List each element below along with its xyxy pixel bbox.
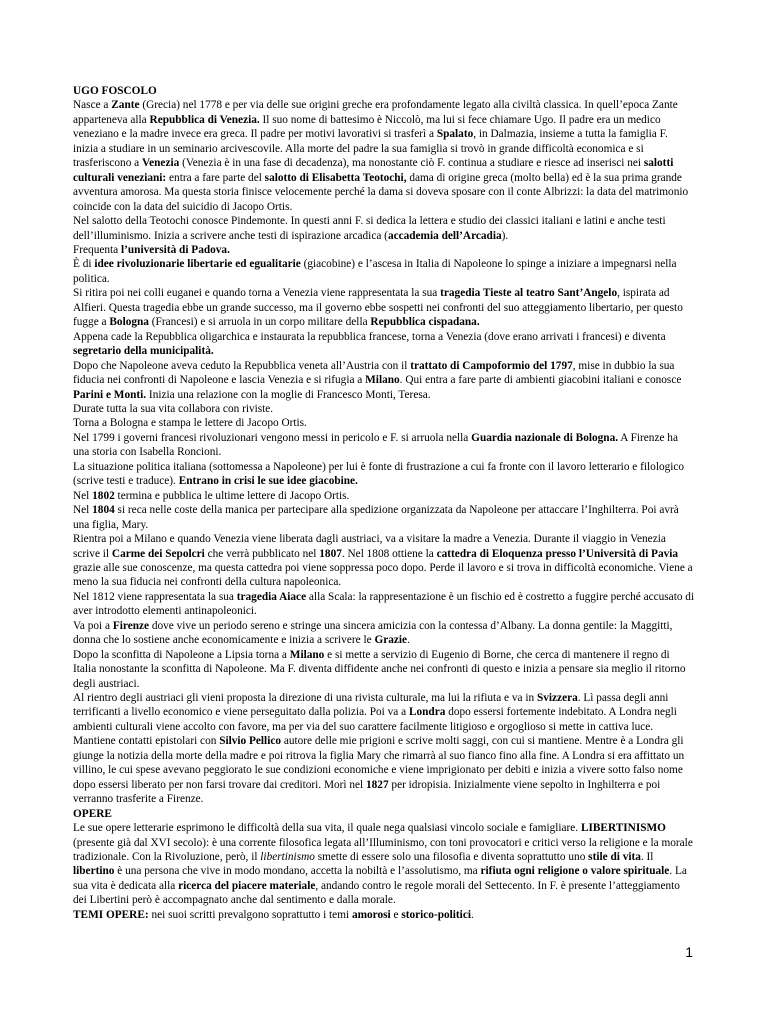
text-run: che verrà pubblicato nel <box>204 547 320 560</box>
paragraph-list <box>73 98 695 922</box>
bold-text: segretario della municipalità. <box>73 345 214 358</box>
text-run: Nel 1812 viene rappresentata la sua <box>73 590 237 603</box>
text-run: Nel salotto della Teotochi conosce Pindemonte. In questi anni F. si dedica la lettera e studio dei classici italiani e latini e anche testi dell’illuminismo. Inizia a scrivere anche testi di ispirazione arcadica ( <box>73 215 666 242</box>
bold-text: 1802 <box>92 489 115 502</box>
text-run: , in Dalmazia, insieme a tutta la famiglia F. inizia a studiare in un seminario arcivescovile. Alla morte del padre la sua famiglia si trovò in grande difficoltà economica e si trasferiscono a <box>73 128 668 170</box>
paragraph <box>73 460 695 489</box>
paragraph <box>73 214 695 243</box>
text-run: Nel <box>73 489 93 502</box>
bold-text: 1807 <box>319 547 342 560</box>
bold-text: Bologna <box>109 316 149 329</box>
bold-text: libertino <box>73 865 115 878</box>
text-run: (Venezia è in una fase di decadenza), ma nonostante ciò F. continua a studiare e riesce ad inserisci nei <box>179 157 644 170</box>
paragraph <box>73 648 695 691</box>
text-run: dove vive un periodo sereno e stringe una sincera amicizia con la contessa d’Albany. La donna gentile: la Maggitti, donna che lo sostiene anche economicamente e inizia a scrivere le <box>73 619 673 647</box>
bold-text: Repubblica cispadana. <box>370 316 480 329</box>
paragraph <box>73 489 695 503</box>
bold-text: salotto di Elisabetta Teotochi, <box>264 171 407 184</box>
text-run: , andando contro le regole morali del Settecento. In F. è presente l’atteggiamento dei Libertini però è accompagnato anche dal sentimento e dalla morale. <box>73 879 680 907</box>
paragraph <box>73 532 695 590</box>
paragraph <box>73 98 695 214</box>
text-run: . <box>470 908 474 921</box>
text-run: (presente già dal XVI secolo): è una corrente filosofica legata all’Illuminismo, con toni provocatori e critici verso la religione e la morale tradizionale. Con la Rivoluzione, però, il <box>73 836 693 864</box>
text-run: , ispirata ad Alfieri. Questa tragedia ebbe un grande successo, ma il governo ebbe sospetti nei confronti del suo atteggiamento libertario, per questo fugge a <box>73 287 683 329</box>
bold-text: stile di vita <box>588 851 641 864</box>
italic-text: libertinismo <box>260 851 315 864</box>
bold-text: tragedia Tieste al teatro Sant’Angelo <box>440 287 618 300</box>
text-run: . <box>407 634 410 647</box>
text-run: (Grecia) nel 1778 e per via delle sue origini greche era profondamente legato alla civiltà classica. In quell’epoca Zante apparteneva alla <box>73 99 678 126</box>
text-run: dama di origine greca (molto bella) ed è la sua prima grande avventura amorosa. Ma questa storia finisce velocemente perché la dama si doveva sposare con il conte Albrizzi: la data del matrimonio coincide con la data del suicidio di Jacopo Ortis. <box>73 171 689 213</box>
text-run: termina e pubblica le ultime lettere di Jacopo Ortis. <box>114 489 350 502</box>
bold-text: cattedra di Eloquenza presso l’Università di Pavia <box>436 547 679 560</box>
text-run: Torna a Bologna e stampa le lettere di Jacopo Ortis. <box>73 417 307 430</box>
text-run: La situazione politica italiana (sottomessa a Napoleone) per lui è fonte di frustrazione a cui fa fronte con il lavoro letterario e filologico (scrive testi e traduce). <box>73 460 685 488</box>
text-run: e <box>390 908 402 921</box>
bold-text: Carme dei Sepolcri <box>111 547 205 560</box>
text-run: smette di essere solo una filosofia e diventa soprattutto uno <box>314 851 589 864</box>
bold-text: idee rivoluzionarie libertarie ed egualitarie <box>94 258 301 271</box>
text-run: Si ritira poi nei colli euganei e quando torna a Venezia viene rappresentata la sua <box>73 287 441 300</box>
paragraph <box>73 807 695 821</box>
bold-text: Spalato <box>436 128 474 141</box>
text-run: Il suo nome di battesimo è Niccolò, ma lui si fece chiamare Ugo. Il padre era un medico veneziano e la madre invece era greca. Il padre per motivi lavorativi si trasferì a <box>73 113 661 141</box>
text-run: Nel <box>73 504 93 517</box>
text-run: Nasce a <box>73 99 112 112</box>
page-number: 1 <box>685 944 693 960</box>
text-run: Rientra poi a Milano e quando Venezia viene liberata dagli austriaci, va a visitare la madre a Venezia. Durante il viaggio in Venezia scrive il <box>73 533 666 560</box>
paragraph <box>73 691 695 807</box>
paragraph <box>73 257 695 286</box>
paragraph <box>73 286 695 329</box>
bold-text: l’università di Padova. <box>121 243 230 256</box>
text-run: . Qui entra a fare parte di ambienti giacobini italiani e conosce <box>399 374 682 387</box>
bold-text: storico-politici <box>401 908 471 921</box>
bold-text: tragedia Aiace <box>236 590 307 603</box>
text-run: grazie alle sue conoscenze, ma questa cattedra poi viene soppressa poco dopo. Perde il lavoro e si trova in difficoltà economiche. Viene a meno la sua fiducia nei confronti della cultura napoleonica. <box>73 561 693 589</box>
bold-text: amorosi <box>351 908 391 921</box>
document-title: UGO FOSCOLO <box>73 85 157 97</box>
bold-text: 1804 <box>92 504 115 517</box>
text-run: Dopo che Napoleone aveva ceduto la Repubblica veneta all’Austria con il <box>73 359 411 372</box>
paragraph <box>73 908 695 922</box>
paragraph <box>73 503 695 532</box>
text-run: ). <box>501 229 509 242</box>
text-run: Le sue opere letterarie esprimono le difficoltà della sua vita, il quale nega qualsiasi vincolo sociale e famigliare. <box>73 822 581 835</box>
paragraph <box>73 243 695 257</box>
text-run: Durate tutta la sua vita collabora con riviste. <box>73 402 274 415</box>
bold-text: Silvio Pellico <box>219 735 282 748</box>
bold-text: Londra <box>408 706 446 719</box>
bold-text: salotti culturali veneziani: <box>73 157 674 184</box>
bold-text: Guardia nazionale di Bologna. <box>471 431 619 444</box>
bold-text: rifiuta ogni religione o valore spirituale <box>480 865 670 878</box>
bold-text: Repubblica di Venezia. <box>149 113 260 126</box>
paragraph <box>73 590 695 619</box>
bold-text: Zante <box>111 99 140 112</box>
bold-text: LIBERTINISMO <box>580 822 666 835</box>
text-run: entra a fare parte del <box>166 171 265 184</box>
bold-text: Venezia <box>142 157 180 170</box>
paragraph <box>73 821 695 908</box>
text-run: Appena cade la Repubblica oligarchica e instaurata la repubblica francese, torna a Venezia (dove erano arrivati i francesi) e diventa <box>73 330 666 343</box>
text-run: . La sua vita è dedicata alla <box>73 865 687 892</box>
document-body <box>73 84 695 922</box>
text-run: è una persona che vive in modo mondano, accetta la nobiltà e l’assolutismo, ma <box>114 865 481 878</box>
text-run: nei suoi scritti prevalgono soprattutto i temi <box>148 908 352 921</box>
text-run: Al rientro degli austriaci gli vieni proposta la direzione di una rivista culturale, ma lui la rifiuta e va in <box>73 692 537 705</box>
text-run: (giacobine) e l’ascesa in Italia di Napoleone lo spinge a iniziare a impegnarsi nella politica. <box>73 258 677 285</box>
bold-text: 1827 <box>366 778 389 791</box>
text-run: Frequenta <box>73 243 121 256</box>
text-run: e si mette a servizio di Eugenio di Borne, che cerca di mantenere il regno di Italia nonostante la sconfitta di Napoleone. Ma F. diventa diffidente anche nei confronti di questo e inizia a pensare sia meglio il ritorno degli austriaci. <box>73 648 686 690</box>
text-run: A Firenze ha una storia con Isabella Roncioni. <box>73 431 678 459</box>
text-run: Nel 1799 i governi francesi rivoluzionari vengono messi in pericolo e F. si arruola nella <box>73 431 472 444</box>
text-run: Va poi a <box>73 619 113 632</box>
bold-text: accademia dell’Arcadia <box>387 229 502 242</box>
paragraph <box>73 619 695 648</box>
paragraph <box>73 431 695 460</box>
text-run: Inizia una relazione con la moglie di Francesco Monti, Teresa. <box>146 388 431 401</box>
paragraph <box>73 402 695 416</box>
text-run: . Nel 1808 ottiene la <box>341 547 437 560</box>
bold-text: Parini e Monti. <box>73 388 147 401</box>
bold-text: Milano <box>289 648 325 661</box>
text-run: Dopo la sconfitta di Napoleone a Lipsia torna a <box>73 648 290 661</box>
paragraph <box>73 330 695 359</box>
text-run: dopo essersi fortemente indebitato. A Londra negli ambienti culturali viene accolto con favore, ma per via del suo carattere facilmente litigioso e orgoglioso si mette in cattiva luce. Mantiene contatti epistolari con <box>73 706 677 748</box>
text-run: , mise in dubbio la sua fiducia nei confronti di Napoleone e lascia Venezia e si rifugia a <box>73 359 675 387</box>
bold-text: Grazie <box>374 634 408 647</box>
text-run: autore delle mie prigioni e scrive molti saggi, con cui si mantiene. Mentre è a Londra gli giunge la notizia della morte della madre e poi ritrova la figlia Mary che rimarrà al suo fianco fino alla fine. A Londra si era affittato un villino, le cui spese avevano peggiorato le sue condizioni economiche e viene imprigionato per debiti e inizia a vivere sotto falso nome dopo essersi liberato per non farsi trovare dai creditori. Morì nel <box>73 735 685 791</box>
text-run: si reca nelle coste della manica per partecipare alla spedizione organizzata da Napoleone per attaccare l’Inghilterra. Poi avrà una figlia, Mary. <box>73 504 679 531</box>
bold-text: OPERE <box>73 807 112 820</box>
text-run: alla Scala: la rappresentazione è un fischio ed è costretto a fuggire perché accusato di aver introdotto elementi antinapoleonici. <box>73 590 695 618</box>
text-run: (Francesi) e si arruola in un corpo militare della <box>148 316 371 329</box>
paragraph <box>73 416 695 430</box>
text-run: per idropisia. Inizialmente viene sepolto in Inghilterra e poi verranno trasferite a Firenze. <box>73 778 661 806</box>
text-run: . Lì passa degli anni terrificanti a livello economico e viene perseguitato dalla polizia. Poi va a <box>73 692 669 719</box>
bold-text: Firenze <box>112 619 150 632</box>
paragraph <box>73 359 695 402</box>
text-run: È di <box>73 258 95 271</box>
bold-text: Entrano in crisi le sue idee giacobine. <box>178 475 358 488</box>
text-run: . Il <box>640 851 654 864</box>
bold-text: TEMI OPERE: <box>73 908 149 921</box>
bold-text: Svizzera <box>536 692 578 705</box>
bold-text: ricerca del piacere materiale <box>178 879 316 892</box>
bold-text: Milano <box>365 374 400 387</box>
bold-text: trattato di Campoformio del 1797 <box>410 359 573 372</box>
